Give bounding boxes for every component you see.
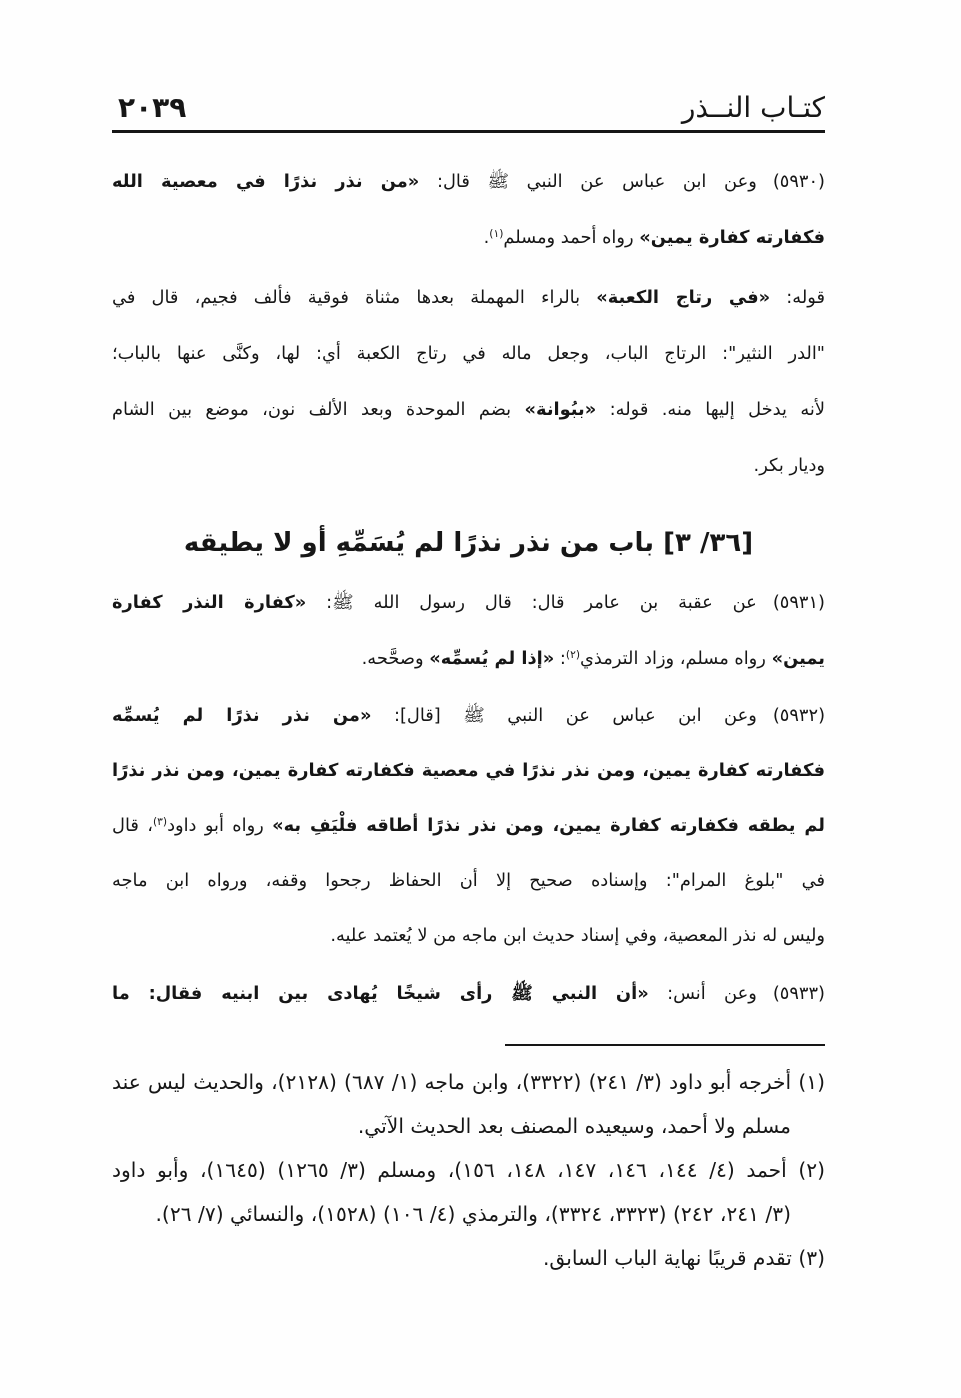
hadith-5930 <box>112 154 825 266</box>
line-content <box>112 760 825 781</box>
text-line <box>112 382 825 438</box>
hadith-5932 <box>112 688 825 963</box>
footnote-line <box>112 1192 791 1236</box>
hadith-number: (٥٩٣١) <box>772 592 825 613</box>
narration-text: رواه أبو داود <box>167 815 273 836</box>
narration-text: . <box>483 227 490 248</box>
line-content <box>112 870 825 891</box>
hadith-quote: يمين» <box>771 648 825 669</box>
text-line <box>112 575 825 631</box>
footnote-3 <box>112 1236 825 1280</box>
text-line <box>112 798 825 853</box>
text-line <box>112 631 825 687</box>
chapter-title: باب من نذر نذرًا لم يُسَمِّهِ أو لا يطيقه <box>183 528 655 558</box>
commentary-text: بضم الموحدة وبعد الألف نون، موضع بين الشام <box>112 399 525 420</box>
line-content <box>112 983 825 1004</box>
narration-text: في "بلوغ المرام": وإسناده صحيح إلا أن الحفاظ رجحوا وقفه، ورواه ابن ماجه <box>112 870 825 891</box>
narration-text: عن عقبة بن عامر قال: قال رسول الله ﷺ: <box>306 592 757 613</box>
narration-text: وصحَّحه. <box>361 648 430 669</box>
line-content <box>112 343 825 364</box>
footnote-ref: (٣) <box>152 815 168 829</box>
hadith-quote: «من نذر نذرًا لم يُسمِّه <box>112 705 372 726</box>
narration-text: وعن ابن عباس عن النبي ﷺ قال: <box>419 171 757 192</box>
footnote-separator <box>505 1044 825 1046</box>
text-line <box>112 326 825 382</box>
hadith-quote: لم يطقه فكفارته كفارة يمين، ومن نذر نذرًا أطاقه فلْيَفِ به» <box>272 815 825 836</box>
text-line <box>112 438 825 494</box>
text-line <box>112 210 825 266</box>
footnote-2 <box>112 1148 825 1236</box>
chapter-number: [٣٦/ ٣] <box>663 528 754 558</box>
hadith-quote: «أن النبي ﷺ رأى شيخًا يُهادى بين ابنيه فقال: ما <box>112 983 649 1004</box>
footnote-text: مسلم ولا أحمد، وسيعيده المصنف بعد الحديث الآتي. <box>357 1114 791 1138</box>
running-title: كتـاب النــذر <box>681 91 825 124</box>
hadith-quote: «من نذر نذرًا في معصية الله <box>112 171 420 192</box>
footnote-1 <box>112 1060 825 1148</box>
line-content <box>362 648 825 669</box>
text-line <box>112 270 825 326</box>
line-content <box>112 705 825 726</box>
footnote-text: (١) أخرجه أبو داود (٣/ ٢٤١) (٣٣٢٢)، وابن ماجه (١/ ٦٨٧) (٢١٢٨)، والحديث ليس عند <box>112 1070 826 1094</box>
footnote-ref: (١) <box>489 227 504 241</box>
hadith-number: (٥٩٣٢) <box>772 705 826 726</box>
commentary-text: قوله: <box>770 287 826 308</box>
line-content <box>484 227 825 248</box>
commentary-text: وديار بكر. <box>753 455 825 476</box>
line-content <box>330 925 825 946</box>
line-content <box>543 1246 825 1270</box>
footnote-text: (٢) أحمد (٤/ ١٤٤، ١٤٦، ١٤٧، ١٤٨، ١٥٦)، ومسلم (٣/ ١٢٦٥) (١٦٤٥)، وأبو داود <box>112 1158 825 1182</box>
text-line <box>112 743 825 798</box>
narration-text: ، قال <box>112 815 153 836</box>
line-content <box>112 287 825 308</box>
quoted-term: «في رتاج الكعبة» <box>596 287 771 308</box>
line-content <box>112 815 825 836</box>
narration-text: : <box>554 648 566 669</box>
text-line <box>112 966 825 1022</box>
text-line <box>112 688 825 743</box>
commentary-text: لأنه يدخل إليها منه. قوله: <box>596 399 825 420</box>
hadith-number: (٥٩٣٣) <box>772 983 825 1004</box>
text-line <box>112 853 825 908</box>
hadith-number: (٥٩٣٠) <box>772 171 825 192</box>
hadith-quote: فكفارته كفارة يمين» <box>639 227 825 248</box>
narration-text: رواه أحمد ومسلم <box>503 227 640 248</box>
footnote-line <box>112 1104 791 1148</box>
line-content <box>358 1114 791 1138</box>
line-content <box>112 171 825 192</box>
quoted-term: «ببُوانة» <box>524 399 597 420</box>
line-content <box>112 1070 825 1094</box>
hadith-quote: «كفارة النذر كفارة <box>112 592 307 613</box>
text-line <box>112 908 825 963</box>
commentary-text: بالراء المهملة بعدها مثناة فوقية فألف فجيم، قال في <box>112 287 597 308</box>
line-content <box>112 592 825 613</box>
narration-text: وعن ابن عباس عن النبي ﷺ [قال]: <box>371 705 757 726</box>
line-content <box>112 399 825 420</box>
hadith-quote: فكفارته كفارة يمين، ومن نذر نذرًا في معصية فكفارته كفارة يمين، ومن نذر نذرًا <box>112 760 825 781</box>
commentary-text: "الدر النثير": الرتاج الباب، وجعل ماله في رتاج الكعبة أي: لها، وكنَّى عنها بالباب؛ <box>112 343 825 364</box>
footnote-line <box>112 1148 825 1192</box>
chapter-heading <box>112 515 825 571</box>
footnote-line <box>112 1236 825 1280</box>
commentary <box>112 270 825 494</box>
hadith-quote: «إذا لم يُسمِّه» <box>429 648 555 669</box>
narration-text: وليس له نذر المعصية، وفي إسناد حديث ابن ماجه من لا يُعتمد عليه. <box>330 925 825 946</box>
footnotes <box>112 1060 825 1280</box>
line-content <box>112 1158 825 1182</box>
line-content <box>754 455 825 476</box>
footnote-text: (٣/ ٢٤١، ٢٤٢) (٣٣٢٣، ٣٣٢٤)، والترمذي (٤/ ١٠٦) (١٥٢٨)، والنسائي (٧/ ٢٦). <box>155 1202 791 1226</box>
running-header <box>112 88 825 128</box>
narration-text: رواه مسلم، وزاد الترمذي <box>579 648 772 669</box>
text-line <box>112 154 825 210</box>
line-content <box>156 1202 792 1226</box>
footnote-text: (٣) تقدم قريبًا نهاية الباب السابق. <box>542 1246 825 1270</box>
header-rule <box>112 130 825 133</box>
narration-text: وعن أنس: <box>648 983 757 1004</box>
footnote-line <box>112 1060 825 1104</box>
hadith-5931 <box>112 575 825 687</box>
page-number: ٢٠٣٩ <box>118 91 187 124</box>
hadith-5933 <box>112 966 825 1022</box>
footnote-ref: (٢) <box>565 648 580 662</box>
